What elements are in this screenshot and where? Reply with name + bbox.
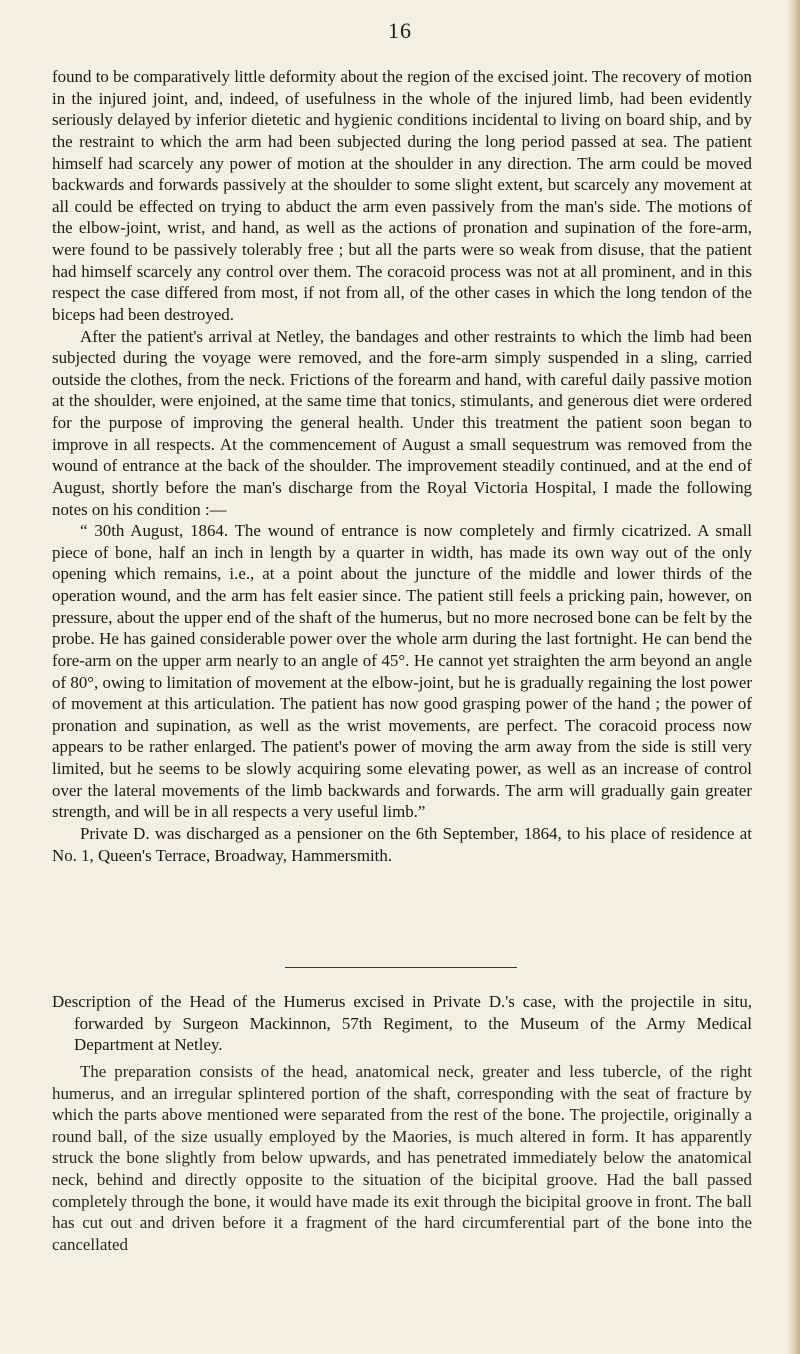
specimen-description-heading: Description of the Head of the Humerus excised in Private D.'s case, with the projectile in situ, forwarded by Surgeon Mackinnon, 57th Regiment, to the Museum of the Army Medical Department at Netley. [52, 992, 752, 1055]
specimen-description-body: The preparation consists of the head, anatomical neck, greater and less tubercle, of the right humerus, and an irregular splintered portion of the shaft, corresponding with the seat of fracture by which the parts above mentioned were separated from the rest of the bone. The projectile, originally a round ball, of the size usually employed by the Maories, is much altered in form. It has apparently struck the bone slightly from below upwards, and has penetrated immediately below the anatomical neck, behind and directly opposite to the situation of the bicipital groove. Had the ball passed completely through the bone, it would have made its exit through the bicipital groove in front. The ball has cut out and driven before it a fragment of the hard circumferential part of the bone into the cancellated [52, 1061, 752, 1254]
main-text-block [52, 66, 752, 866]
paragraph-case-notes: “ 30th August, 1864. The wound of entrance is now completely and firmly cicatrized. A small piece of bone, half an inch in length by a quarter in width, has made its own way out of the only opening which remains, i.e., at a point about the juncture of the middle and lower thirds of the operation wound, and the arm has felt easier since. The patient still feels a pricking pain, however, on pressure, about the upper end of the shaft of the humerus, but no more necrosed bone can be felt by the probe. He has gained considerable power over the whole arm during the last fortnight. He can bend the fore-arm on the upper arm nearly to an angle of 45°. He cannot yet straighten the arm beyond an angle of 80°, owing to limitation of movement at the elbow-joint, but he is gradually regaining the lost power of movement at this articulation. The patient has now good grasping power of the hand ; the power of pronation and supination, as well as the wrist movements, are perfect. The coracoid process now appears to be rather enlarged. The patient's power of moving the arm away from the side is still very limited, but he seems to be slowly acquiring some elevating power, as well as an increase of control over the lateral movements of the limb backwards and forwards. The arm will gradually gain greater strength, and will be in all respects a very useful limb.” [52, 521, 752, 822]
paragraph-netley-treatment: After the patient's arrival at Netley, the bandages and other restraints to which the limb had been subjected during the voyage were removed, and the fore-arm simply suspended in a sling, carried outside the clothes, from the neck. Frictions of the forearm and hand, with careful daily passive motion at the shoulder, were enjoined, at the same time that tonics, stimulants, and generous diet were ordered for the purpose of improving the general health. Under this treatment the patient soon began to improve in all respects. At the commencement of August a small sequestrum was removed from the wound of entrance at the back of the shoulder. The improvement steadily continued, and at the end of August, shortly before the man's discharge from the Royal Victoria Hospital, I made the following notes on his condition :— [52, 326, 752, 519]
paragraph-continued: found to be comparatively little deformity about the region of the excised joint. The recovery of motion in the injured joint, and, indeed, of usefulness in the whole of the injured limb, had been evidently seriously delayed by inferior dietetic and hygienic conditions incidental to living on board ship, and by the restraint to which the arm had been subjected during the long period passed at sea. The patient himself had scarcely any power of motion at the shoulder in any direction. The arm could be moved backwards and forwards passively at the shoulder to some slight extent, but scarcely any movement at all could be effected on trying to abduct the arm even passively from the man's side. The motions of the elbow-joint, wrist, and hand, as well as the actions of pronation and supination of the fore-arm, were found to be passively tolerably free ; but all the parts were so weak from disuse, that the patient had himself scarcely any control over them. The coracoid process was not at all prominent, and in this respect the case differed from most, if not from all, of the other cases in which the long tendon of the biceps had been destroyed. [52, 67, 752, 324]
paragraph-discharge: Private D. was discharged as a pensioner on the 6th September, 1864, to his place of residence at No. 1, Queen's Terrace, Broadway, Hammersmith. [52, 823, 752, 865]
specimen-description-block [52, 991, 752, 1256]
page-number: 16 [388, 18, 412, 43]
section-divider [285, 967, 517, 968]
page-edge-shadow [786, 0, 800, 1354]
